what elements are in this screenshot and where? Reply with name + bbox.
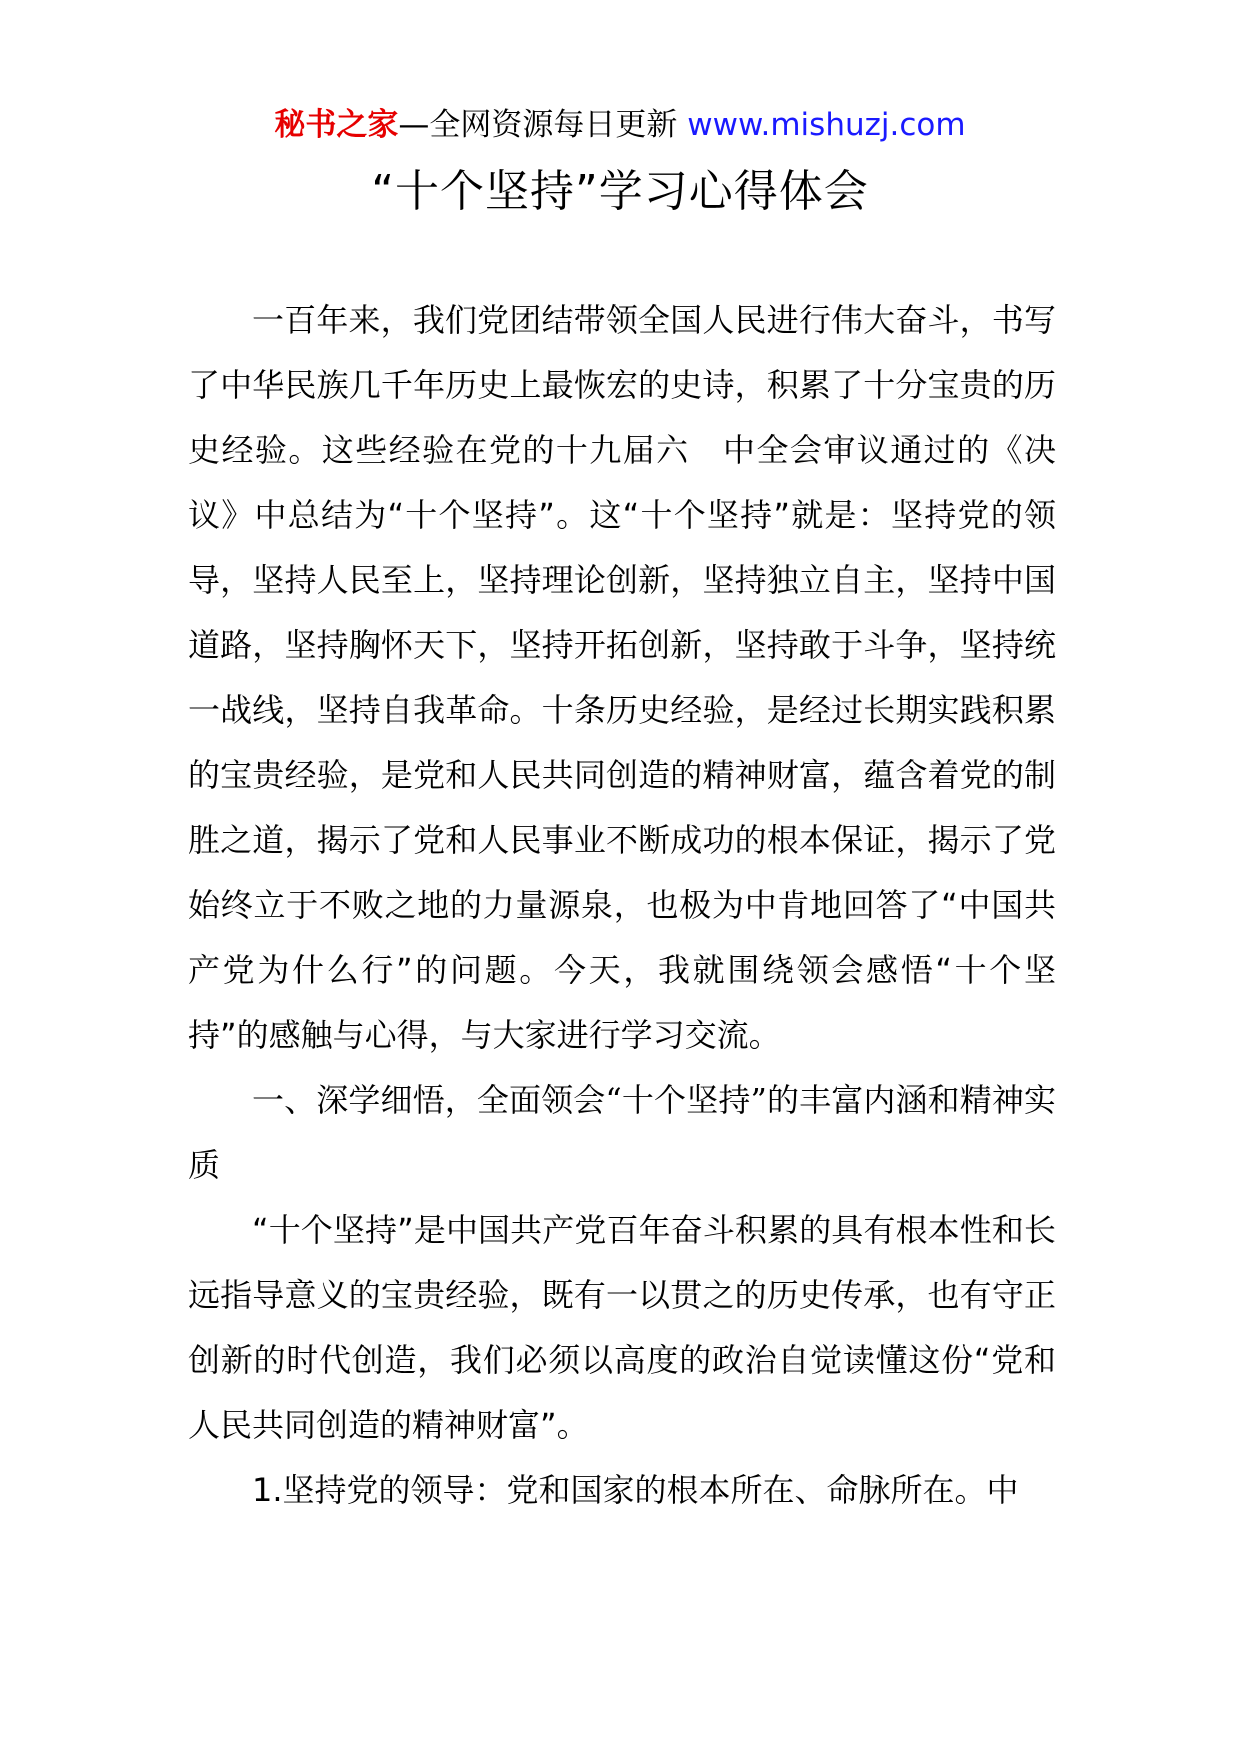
brand-name: 秘书之家 (274, 107, 399, 143)
document-body (188, 288, 1056, 1523)
watermark-header (0, 100, 1240, 150)
subsection-paragraph-1: 1.坚持党的领导：党和国家的根本所在、命脉所在。中 (252, 1471, 1019, 1509)
section-paragraph: “十个坚持”是中国共产党百年奋斗积累的具有根本性和长远指导意义的宝贵经验，既有一以贯之的历史传承，也有守正创新的时代创造，我们必须以高度的政治自觉读懂这份“党和人民共同创造的精神财富”。 (188, 1211, 1056, 1444)
site-url-link[interactable]: www.mishuzj.com (687, 107, 966, 143)
intro-paragraph: 一百年来，我们党团结带领全国人民进行伟大奋斗，书写了中华民族几千年历史上最恢宏的史诗，积累了十分宝贵的历史经验。这些经验在党的十九届六 中全会审议通过的《决议》中总结为“十个坚持”。这“十个坚持”就是：坚持党的领导，坚持人民至上，坚持理论创新，坚持独立自主，坚持中国道路，坚持胸怀天下，坚持开拓创新，坚持敢于斗争，坚持统一战线，坚持自我革命。十条历史经验，是经过长期实践积累的宝贵经验，是党和人民共同创造的精神财富，蕴含着党的制胜之道，揭示了党和人民事业不断成功的根本保证，揭示了党始终立于不败之地的力量源泉，也极为中肯地回答了“中国共产党为什么行”的问题。今天，我就围绕领会感悟“十个坚持”的感触与心得，与大家进行学习交流。 (188, 301, 1056, 1054)
section-heading-1: 一、深学细悟，全面领会“十个坚持”的丰富内涵和精神实质 (188, 1081, 1056, 1184)
document-title: “十个坚持”学习心得体会 (371, 166, 869, 217)
header-tagline: —全网资源每日更新 (398, 107, 688, 143)
